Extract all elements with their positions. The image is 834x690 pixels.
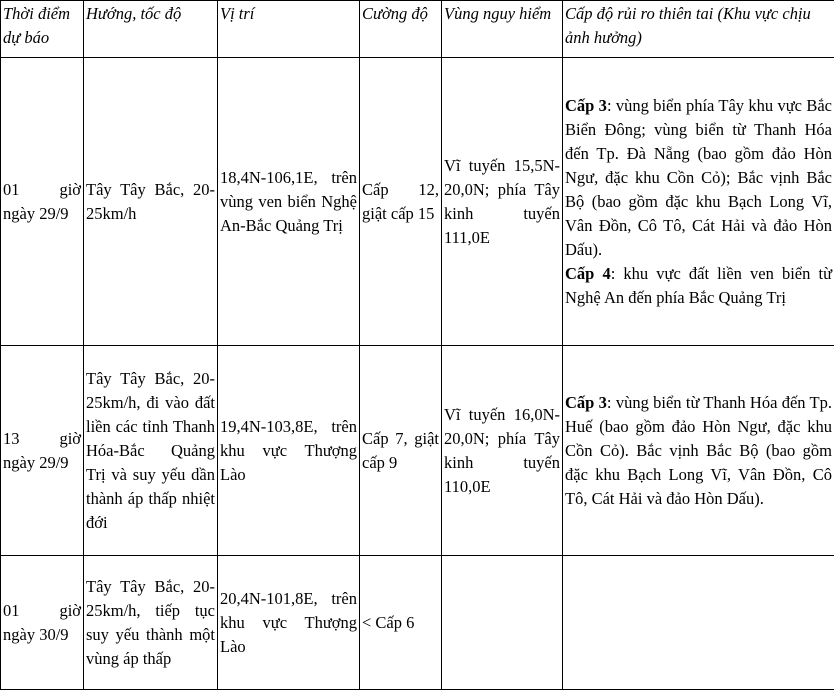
risk-level: Cấp 3: [565, 96, 607, 115]
header-row: [1, 1, 834, 58]
risk-level: Cấp 4: [565, 264, 611, 283]
table-row: [1, 58, 834, 346]
risk-text: : vùng biển từ Thanh Hóa đến Tp. Huế (bao gồm đảo Hòn Ngư, đặc khu Cồn Cỏ). Bắc vịnh Bắc Bộ (bao gồm đặc khu Bạch Long Vĩ, Vân Đồn, Cô Tô, Cát Hải và đảo Hòn Dấu).: [565, 393, 832, 508]
risk-item: [565, 391, 832, 511]
table-row: [1, 346, 834, 556]
risk-text: : vùng biển phía Tây khu vực Bắc Biển Đông; vùng biển từ Thanh Hóa đến Tp. Đà Nẵng (bao gồm đảo Hòn Ngư, đặc khu Cồn Cỏ); Bắc vịnh Bắc Bộ (bao gồm đặc khu Bạch Long Vĩ, Vân Đồn, Cô Tô, Cát Hải và đảo Hòn Dấu).: [565, 96, 832, 259]
cell-intensity: Cấp 7, giật cấp 9: [360, 346, 442, 556]
cell-time: 13 giờ ngày 29/9: [1, 346, 84, 556]
header-intensity: Cường độ: [360, 1, 442, 58]
cell-direction: Tây Tây Bắc, 20-25km/h, tiếp tục suy yếu thành một vùng áp thấp: [84, 556, 218, 690]
cell-position: 20,4N-101,8E, trên khu vực Thượng Lào: [218, 556, 360, 690]
header-position: Vị trí: [218, 1, 360, 58]
cell-risk: [563, 346, 834, 556]
cell-direction: Tây Tây Bắc, 20-25km/h, đi vào đất liền các tỉnh Thanh Hóa-Bắc Quảng Trị và suy yếu dần thành áp thấp nhiệt đới: [84, 346, 218, 556]
cell-position: 19,4N-103,8E, trên khu vực Thượng Lào: [218, 346, 360, 556]
header-direction: Hướng, tốc độ: [84, 1, 218, 58]
cell-risk: [563, 58, 834, 346]
cell-risk: [563, 556, 834, 690]
cell-danger-zone: Vĩ tuyến 15,5N-20,0N; phía Tây kinh tuyến 111,0E: [442, 58, 563, 346]
cell-intensity: < Cấp 6: [360, 556, 442, 690]
risk-item: [565, 94, 832, 262]
cell-time: 01 giờ ngày 30/9: [1, 556, 84, 690]
risk-item: [565, 262, 832, 310]
cell-intensity: Cấp 12, giật cấp 15: [360, 58, 442, 346]
cell-direction: Tây Tây Bắc, 20-25km/h: [84, 58, 218, 346]
risk-text: : khu vực đất liền ven biển từ Nghệ An đến phía Bắc Quảng Trị: [565, 264, 832, 307]
cell-danger-zone: Vĩ tuyến 16,0N-20,0N; phía Tây kinh tuyến 110,0E: [442, 346, 563, 556]
header-danger-zone: Vùng nguy hiểm: [442, 1, 563, 58]
cell-position: 18,4N-106,1E, trên vùng ven biển Nghệ An-Bắc Quảng Trị: [218, 58, 360, 346]
table-row: [1, 556, 834, 690]
header-time: Thời điểm dự báo: [1, 1, 84, 58]
cell-time: 01 giờ ngày 29/9: [1, 58, 84, 346]
cell-danger-zone: [442, 556, 563, 690]
risk-level: Cấp 3: [565, 393, 607, 412]
header-risk: Cấp độ rủi ro thiên tai (Khu vực chịu ảnh hưởng): [563, 1, 834, 58]
